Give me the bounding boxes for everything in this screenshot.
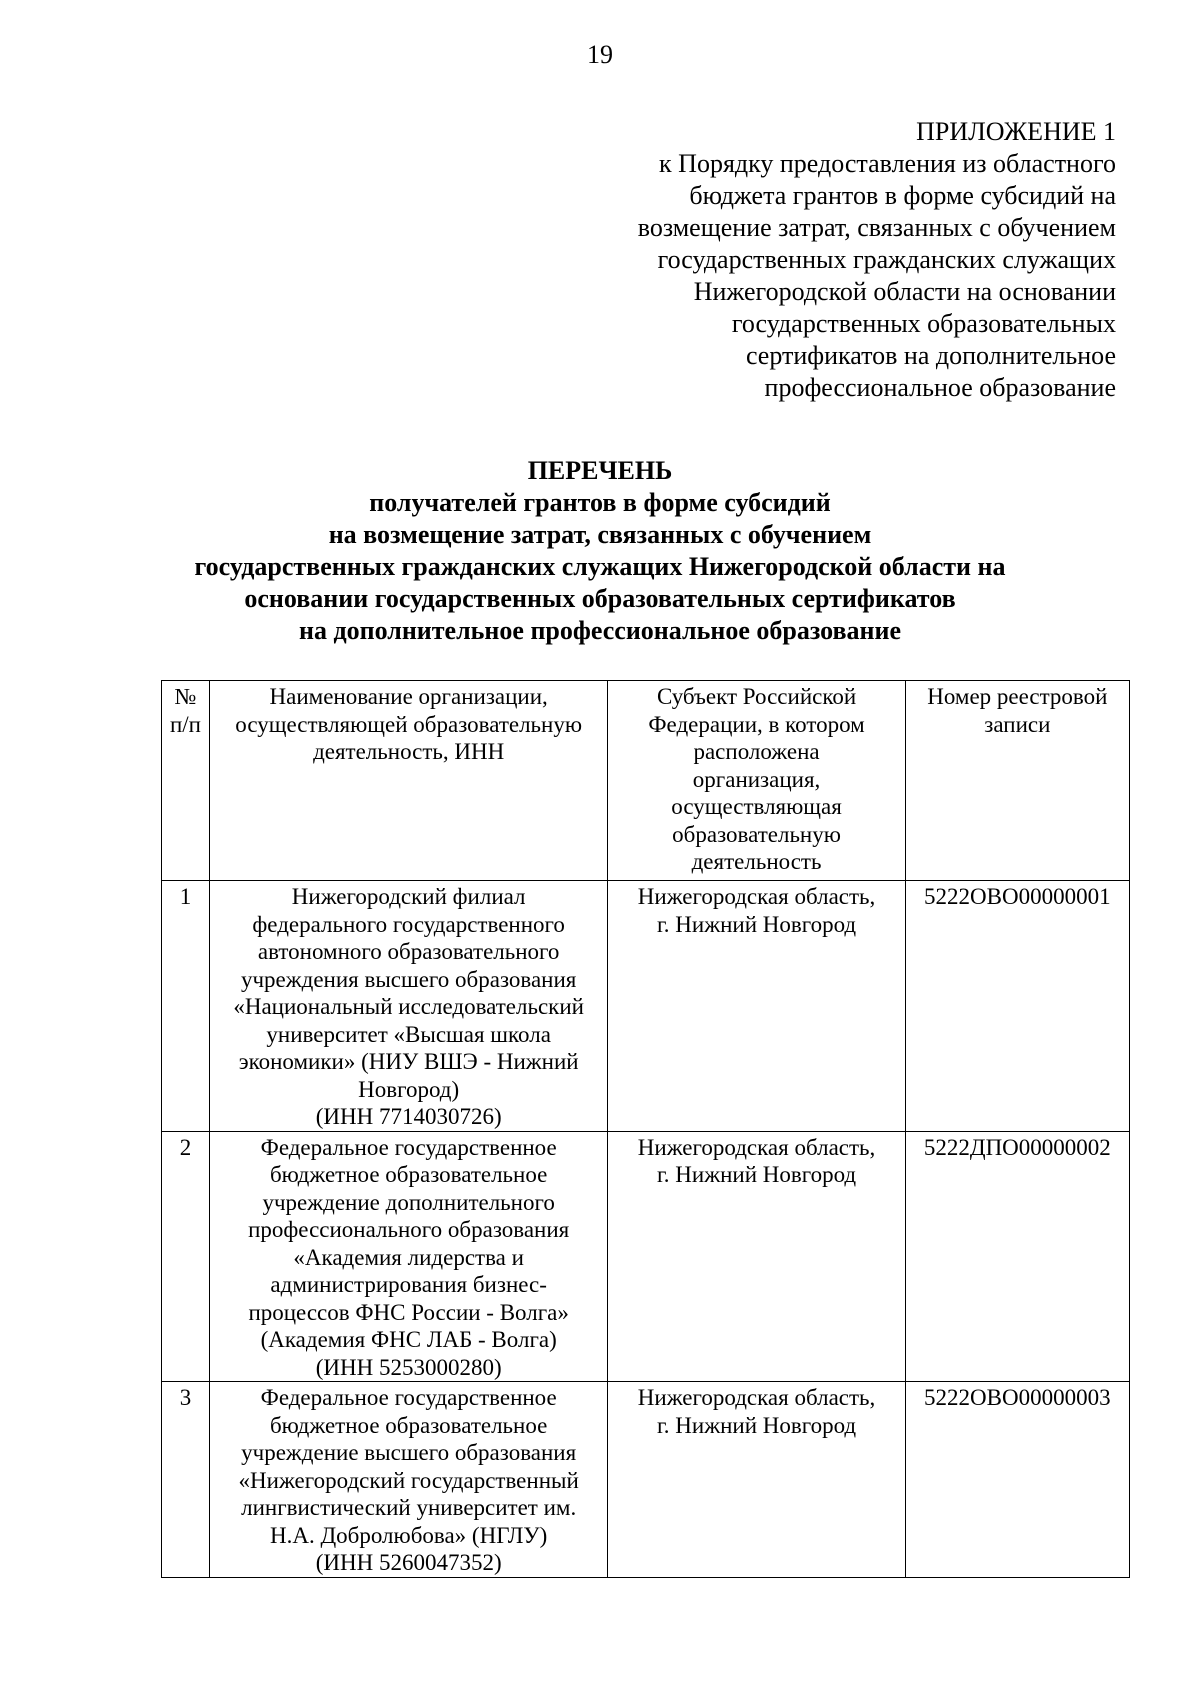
organization-text: бюджетное образовательное bbox=[269, 1162, 548, 1187]
registry-number: 5222ДПО00000002 bbox=[905, 1131, 1129, 1382]
region-text: г. Нижний Новгород bbox=[656, 911, 857, 937]
organization-text: учреждение высшего образования bbox=[241, 1440, 577, 1465]
header-cell-number bbox=[162, 681, 210, 881]
organization-text: «Национальный исследовательский bbox=[233, 994, 584, 1019]
region-cell bbox=[608, 881, 905, 1132]
registry-number: 5222ОВО00000003 bbox=[905, 1382, 1129, 1578]
table-row bbox=[162, 881, 1130, 1132]
organization-text: Федеральное государственное bbox=[260, 1385, 557, 1410]
header-text: записи bbox=[984, 711, 1051, 737]
organization-text: (ИНН 5253000280) bbox=[315, 1354, 502, 1380]
organization-text: экономики» (НИУ ВШЭ - Нижний bbox=[238, 1049, 579, 1074]
organization-text: автономного образовательного bbox=[257, 939, 560, 964]
header-text: деятельность bbox=[691, 849, 822, 874]
appendix-line: возмещение затрат, связанных с обучением bbox=[637, 213, 1116, 242]
appendix-line: государственных образовательных bbox=[731, 309, 1116, 338]
region-cell bbox=[608, 1131, 905, 1382]
header-text: Федерации, в котором bbox=[648, 711, 865, 737]
appendix-line: сертификатов на дополнительное bbox=[745, 341, 1116, 370]
header-cell-region bbox=[608, 681, 905, 881]
organization-text: учреждения высшего образования bbox=[240, 966, 577, 992]
header-cell-registry bbox=[905, 681, 1129, 881]
appendix-header bbox=[496, 116, 1116, 404]
organization-text: «Нижегородский государственный bbox=[238, 1467, 579, 1493]
recipients-table bbox=[161, 680, 1130, 1578]
header-text: № bbox=[174, 684, 197, 709]
organization-text: профессионального образования bbox=[248, 1217, 570, 1242]
page-number: 19 bbox=[587, 40, 613, 69]
organization-text: Н.А. Добролюбова» (НГЛУ) bbox=[270, 1522, 548, 1548]
appendix-line: бюджета грантов в форме субсидий на bbox=[689, 181, 1116, 210]
organization-text: администрирования бизнес- bbox=[270, 1272, 547, 1297]
table-row bbox=[162, 1131, 1130, 1382]
document-title bbox=[0, 455, 1200, 647]
title-line: основании государственных образовательных сертификатов bbox=[244, 584, 956, 613]
organization-cell bbox=[209, 881, 608, 1132]
title-line: на дополнительное профессиональное образование bbox=[298, 616, 902, 645]
organization-text: Нижегородский филиал bbox=[291, 884, 526, 909]
region-text: Нижегородская область, bbox=[637, 1385, 876, 1410]
header-text: организация, bbox=[692, 766, 821, 792]
organization-text: (Академия ФНС ЛАБ - Волга) bbox=[260, 1327, 557, 1352]
region-text: Нижегородская область, bbox=[637, 1134, 876, 1160]
header-text: деятельность, ИНН bbox=[313, 739, 505, 764]
appendix-line: к Порядку предоставления из областного bbox=[659, 149, 1116, 178]
title-line: на возмещение затрат, связанных с обучением bbox=[328, 520, 872, 549]
table-header-row bbox=[162, 681, 1130, 881]
organization-text: учреждение дополнительного bbox=[262, 1189, 555, 1215]
title-line: государственных гражданских служащих Нижегородской области на bbox=[194, 552, 1006, 581]
table-row bbox=[162, 1382, 1130, 1578]
region-text: г. Нижний Новгород bbox=[656, 1412, 857, 1438]
organization-text: Новгород) bbox=[358, 1076, 460, 1102]
organization-text: федерального государственного bbox=[252, 911, 565, 937]
appendix-line: государственных гражданских служащих bbox=[657, 245, 1116, 274]
organization-text: бюджетное образовательное bbox=[269, 1412, 548, 1438]
header-text: расположена bbox=[693, 739, 820, 764]
region-text: Нижегородская область, bbox=[637, 884, 876, 909]
region-text: г. Нижний Новгород bbox=[656, 1162, 857, 1187]
organization-text: Федеральное государственное bbox=[260, 1134, 557, 1160]
organization-cell bbox=[209, 1382, 608, 1578]
appendix-line: профессиональное образование bbox=[764, 373, 1116, 402]
header-text: Наименование организации, bbox=[269, 684, 548, 709]
region-cell bbox=[608, 1382, 905, 1578]
header-text: осуществляющей образовательную bbox=[235, 711, 583, 737]
row-number: 1 bbox=[162, 881, 210, 1132]
header-cell-organization bbox=[209, 681, 608, 881]
header-text: п/п bbox=[169, 711, 201, 737]
organization-text: процессов ФНС России - Волга» bbox=[248, 1299, 569, 1325]
header-text: Субъект Российской bbox=[656, 684, 857, 709]
organization-cell bbox=[209, 1131, 608, 1382]
header-text: осуществляющая bbox=[671, 794, 842, 819]
header-text: образовательную bbox=[672, 821, 841, 847]
organization-text: университет «Высшая школа bbox=[266, 1021, 551, 1047]
appendix-title: ПРИЛОЖЕНИЕ 1 bbox=[916, 117, 1116, 146]
row-number: 3 bbox=[162, 1382, 210, 1578]
organization-text: (ИНН 7714030726) bbox=[315, 1104, 502, 1129]
header-text: Номер реестровой bbox=[927, 684, 1108, 709]
organization-text: лингвистический университет им. bbox=[241, 1495, 577, 1520]
title-line: получателей грантов в форме субсидий bbox=[369, 488, 831, 517]
appendix-line: Нижегородской области на основании bbox=[693, 277, 1116, 306]
organization-text: (ИНН 5260047352) bbox=[315, 1550, 502, 1575]
row-number: 2 bbox=[162, 1131, 210, 1382]
registry-number: 5222ОВО00000001 bbox=[905, 881, 1129, 1132]
title-heading: ПЕРЕЧЕНЬ bbox=[527, 456, 673, 485]
organization-text: «Академия лидерства и bbox=[293, 1244, 524, 1270]
